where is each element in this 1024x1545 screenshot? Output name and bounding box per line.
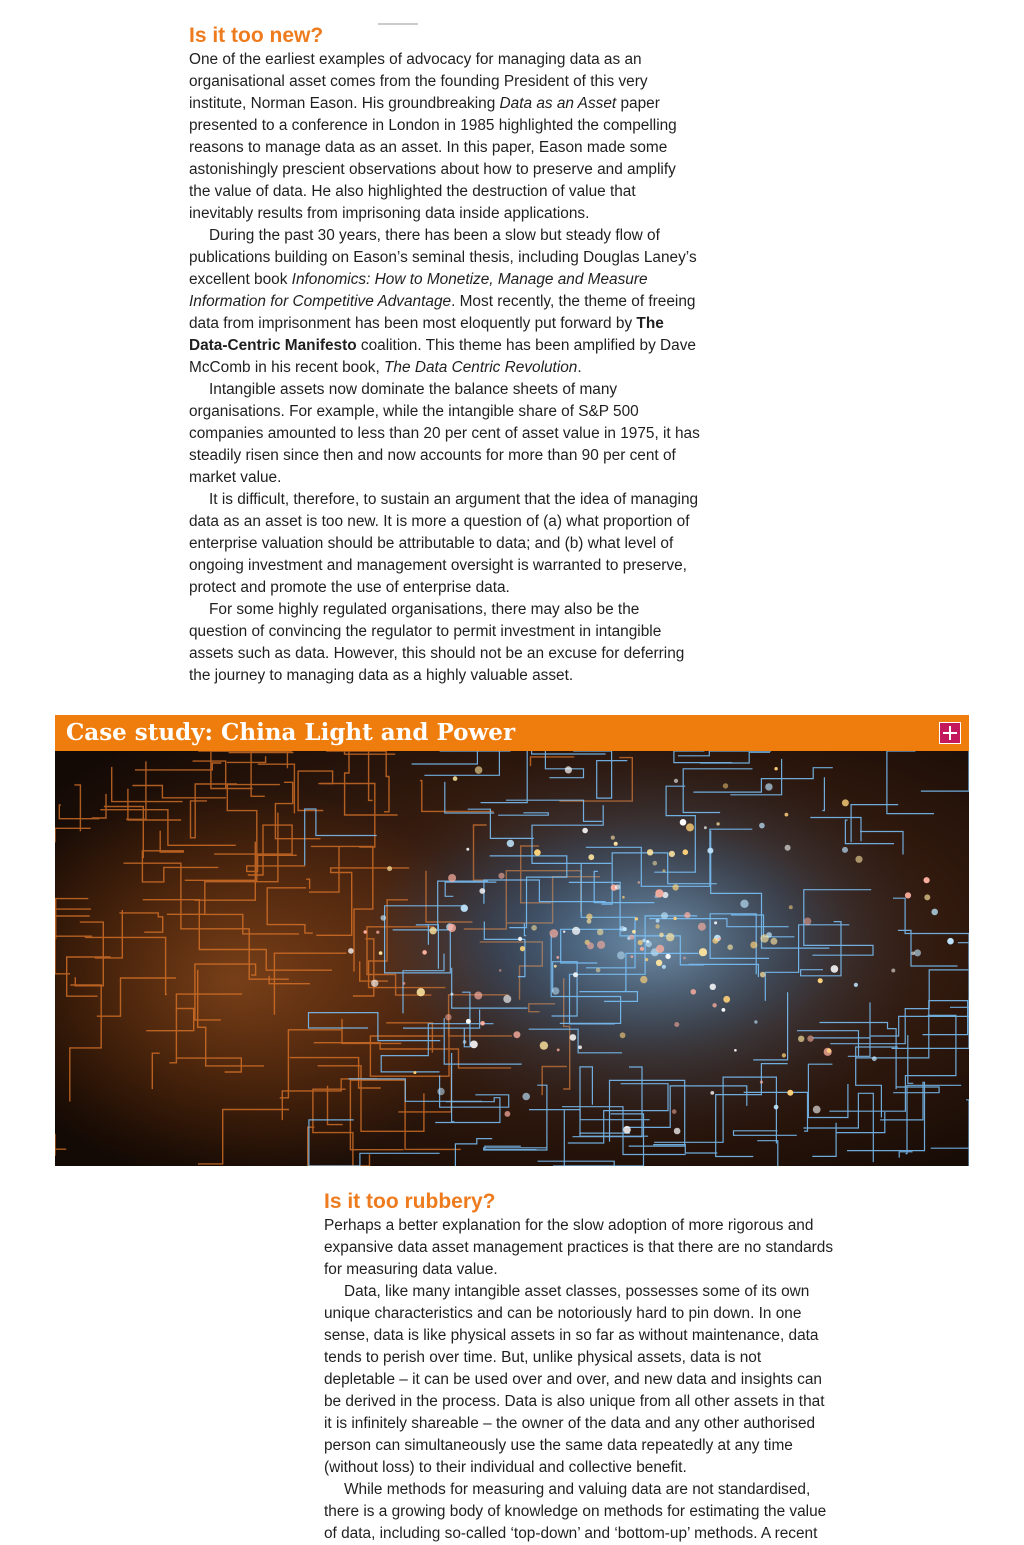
paragraph-text: . bbox=[577, 359, 582, 376]
light-node bbox=[623, 1126, 631, 1134]
light-node bbox=[818, 978, 823, 983]
light-node bbox=[376, 931, 379, 934]
light-node bbox=[750, 942, 757, 949]
light-node bbox=[684, 912, 690, 918]
light-node bbox=[470, 1041, 478, 1049]
light-node bbox=[722, 1008, 726, 1012]
light-node bbox=[570, 1034, 577, 1041]
light-node bbox=[804, 918, 812, 926]
light-node bbox=[754, 1020, 757, 1023]
light-node bbox=[647, 849, 653, 855]
light-node bbox=[520, 946, 525, 951]
light-node bbox=[710, 1091, 714, 1095]
light-node bbox=[785, 845, 791, 851]
previous-text-fragment bbox=[378, 9, 458, 27]
paragraph: Data, like many intangible asset classes, possesses some of its own unique characteristics and can be notoriously hard to pin down. In one sense, data is like physical assets in so far as without maintenance, data tends to perish over time. But, unlike physical assets, data is not depletable – it can be used over and over, and new data and insights can be derived in the process. Data is also unique from all other assets in that it is infinitely shareable – the owner of the data and any other authorised person can simultaneously use the same data repeatedly at any time (without loss) to their individual and collective benefit. bbox=[324, 1283, 825, 1476]
light-node bbox=[891, 969, 895, 973]
paragraph-text: paper presented to a conference in London in 1985 highlighted the compelling reasons to manage data as an asset. In this paper, Eason made some astonishingly prescient observations about how to preserve and amplify the value of data. He also highlighted the destruction of value that inevitably results from imprisoning data inside applications. bbox=[189, 95, 677, 222]
light-node bbox=[683, 849, 689, 855]
light-node bbox=[662, 965, 666, 969]
paragraph: Perhaps a better explanation for the slow adoption of more rigorous and expansive data asset management practices is that there are no standards for measuring data value. bbox=[324, 1217, 834, 1278]
light-node bbox=[662, 869, 665, 872]
case-study-banner[interactable] bbox=[55, 715, 969, 751]
light-node bbox=[635, 917, 638, 920]
light-node bbox=[381, 915, 387, 921]
light-node bbox=[673, 917, 676, 920]
light-node bbox=[596, 968, 601, 973]
light-node bbox=[714, 921, 717, 924]
light-node bbox=[759, 823, 765, 829]
light-node bbox=[466, 848, 469, 851]
article-column-2 bbox=[324, 1189, 834, 1545]
paragraph bbox=[189, 225, 701, 379]
light-node bbox=[448, 874, 456, 882]
light-node bbox=[632, 930, 636, 934]
light-node bbox=[448, 924, 456, 932]
book-title: Infonomics: How to Monetize, Manage and Measure Information for Competitive Advantage bbox=[189, 271, 648, 310]
light-node bbox=[586, 914, 592, 920]
light-node bbox=[740, 900, 748, 908]
light-node bbox=[674, 779, 678, 783]
light-node bbox=[924, 877, 930, 883]
light-node bbox=[872, 1056, 877, 1061]
light-node bbox=[615, 884, 620, 889]
light-node bbox=[453, 776, 458, 781]
light-node bbox=[474, 992, 482, 1000]
light-node bbox=[645, 958, 648, 961]
light-node bbox=[582, 828, 588, 834]
blue-circuit-line bbox=[812, 1038, 869, 1039]
light-node bbox=[842, 847, 848, 853]
light-node bbox=[379, 951, 383, 955]
light-node bbox=[674, 1128, 681, 1135]
light-node bbox=[572, 927, 580, 935]
light-node bbox=[640, 947, 644, 951]
light-node bbox=[597, 941, 605, 949]
book-title: The Data Centric Revolution bbox=[384, 359, 578, 376]
light-node bbox=[646, 941, 652, 947]
light-node bbox=[620, 1032, 626, 1038]
light-node bbox=[686, 823, 694, 831]
light-node bbox=[683, 957, 686, 960]
light-node bbox=[931, 909, 938, 916]
light-node bbox=[698, 923, 706, 931]
light-node bbox=[587, 942, 594, 949]
light-node bbox=[597, 929, 604, 936]
light-node bbox=[661, 912, 668, 919]
light-node bbox=[534, 849, 541, 856]
light-node bbox=[947, 938, 954, 945]
light-node bbox=[552, 987, 560, 995]
light-node bbox=[807, 1035, 813, 1041]
light-node bbox=[403, 982, 406, 985]
manifesto-name: The Data-Centric Manifesto bbox=[189, 315, 664, 354]
light-node bbox=[371, 980, 378, 987]
light-node bbox=[723, 996, 730, 1003]
light-node bbox=[540, 1041, 548, 1049]
light-node bbox=[854, 983, 858, 987]
light-node bbox=[387, 866, 392, 871]
light-node bbox=[623, 927, 627, 931]
light-node bbox=[765, 783, 772, 790]
paragraph bbox=[189, 49, 701, 225]
light-node bbox=[348, 948, 354, 954]
case-study-image bbox=[55, 751, 969, 1166]
light-node bbox=[631, 955, 634, 958]
light-node bbox=[565, 766, 572, 773]
light-node bbox=[518, 937, 522, 941]
light-node bbox=[507, 840, 514, 847]
light-node bbox=[727, 944, 733, 950]
light-node bbox=[437, 1088, 444, 1095]
light-node bbox=[707, 848, 713, 854]
light-node bbox=[475, 766, 483, 774]
light-node bbox=[905, 892, 911, 898]
light-node bbox=[463, 1040, 467, 1044]
light-node bbox=[831, 965, 839, 973]
light-node bbox=[611, 836, 615, 840]
light-node bbox=[531, 925, 537, 931]
light-node bbox=[680, 819, 687, 826]
light-node bbox=[712, 938, 718, 944]
light-node bbox=[522, 1093, 530, 1101]
light-node bbox=[413, 1071, 416, 1074]
light-node bbox=[638, 940, 643, 945]
light-node bbox=[578, 1045, 582, 1049]
light-node bbox=[629, 935, 634, 940]
light-node bbox=[656, 919, 660, 923]
light-node bbox=[653, 861, 658, 866]
light-node bbox=[855, 856, 862, 863]
paragraph: Intangible assets now dominate the balance sheets of many organisations. For example, while the intangible share of S&P 500 companies amounted to less than 20 per cent of asset value in 1975, it has steadily risen since then and now accounts for more than 90 per cent of market value. bbox=[189, 381, 700, 486]
case-study-title: Case study: China Light and Power bbox=[66, 719, 516, 746]
light-node bbox=[513, 1031, 520, 1038]
plus-icon[interactable] bbox=[939, 722, 961, 744]
light-node bbox=[666, 933, 674, 941]
light-node bbox=[665, 954, 670, 959]
section-heading: Is it too new? bbox=[189, 24, 324, 47]
light-node bbox=[550, 929, 559, 938]
case-study-panel[interactable] bbox=[55, 715, 969, 1166]
light-node bbox=[505, 1111, 511, 1117]
light-node bbox=[642, 939, 646, 943]
light-node bbox=[704, 826, 707, 829]
light-node bbox=[798, 1036, 804, 1042]
light-node bbox=[718, 937, 721, 940]
light-node bbox=[674, 1022, 679, 1027]
light-node bbox=[827, 1049, 831, 1053]
light-node bbox=[450, 993, 453, 996]
light-node bbox=[617, 951, 625, 959]
light-node bbox=[774, 767, 777, 770]
light-node bbox=[699, 948, 707, 956]
light-node bbox=[656, 945, 664, 953]
light-node bbox=[656, 960, 662, 966]
light-node bbox=[461, 905, 468, 912]
light-node bbox=[785, 813, 789, 817]
light-node bbox=[842, 799, 849, 806]
light-node bbox=[924, 894, 930, 900]
light-node bbox=[364, 930, 367, 933]
light-node bbox=[672, 884, 678, 890]
light-node bbox=[622, 896, 625, 899]
light-node bbox=[480, 1021, 485, 1026]
light-node bbox=[787, 1090, 793, 1096]
light-node bbox=[640, 976, 647, 983]
paragraph: While methods for measuring and valuing data are not standardised, there is a growing body of knowledge on methods for estimating the value of data, including so-called ‘top-down’ and ‘bottom-up’ methods. A recent bbox=[324, 1481, 827, 1542]
light-node bbox=[723, 783, 728, 788]
light-node bbox=[445, 1014, 451, 1020]
paragraph: It is difficult, therefore, to sustain an argument that the idea of managing data as an asset is too new. It is more a question of (a) what proportion of enterprise valuation should be attributable to data; and (b) what level of ongoing investment and management oversight is warranted to preserve, protect and promote the use of enterprise data. bbox=[189, 491, 699, 596]
light-node bbox=[614, 842, 618, 846]
light-node bbox=[760, 972, 766, 978]
light-node bbox=[554, 965, 557, 968]
light-node bbox=[734, 1049, 737, 1052]
light-node bbox=[710, 984, 716, 990]
light-node bbox=[760, 1081, 763, 1084]
light-node bbox=[770, 938, 777, 945]
light-node bbox=[638, 881, 640, 883]
light-node bbox=[429, 927, 436, 934]
light-node bbox=[498, 873, 504, 879]
paper-title: Data as an Asset bbox=[499, 95, 617, 112]
light-node bbox=[479, 888, 485, 894]
light-node bbox=[563, 931, 565, 933]
light-node bbox=[557, 1049, 560, 1052]
light-node bbox=[911, 952, 915, 956]
light-node bbox=[789, 905, 793, 909]
light-node bbox=[655, 924, 659, 928]
light-node bbox=[422, 950, 427, 955]
light-node bbox=[914, 949, 921, 956]
light-node bbox=[417, 988, 425, 996]
light-node bbox=[672, 1109, 677, 1114]
light-node bbox=[588, 854, 594, 860]
light-node bbox=[760, 934, 768, 942]
light-node bbox=[556, 956, 559, 959]
section-heading: Is it too rubbery? bbox=[324, 1190, 496, 1213]
light-node bbox=[503, 995, 511, 1003]
light-node bbox=[813, 1106, 821, 1114]
light-node bbox=[716, 822, 719, 825]
article-column-1 bbox=[189, 23, 701, 687]
light-node bbox=[655, 889, 663, 897]
paragraph-text: During the past 30 years, there has been a slow but steady flow of publications building on Eason’s seminal thesis, including Douglas Laney’s excellent book bbox=[189, 227, 697, 288]
paragraph: For some highly regulated organisations, there may also be the question of convincing the regulator to permit investment in intangible assets such as data. However, this should not be an excuse for deferring the journey to managing data as a highly valuable asset. bbox=[189, 601, 685, 684]
light-node bbox=[782, 1053, 786, 1057]
light-node bbox=[712, 1003, 716, 1007]
light-node bbox=[659, 933, 664, 938]
light-node bbox=[669, 851, 675, 857]
light-node bbox=[466, 1019, 471, 1024]
light-node bbox=[774, 1105, 779, 1110]
light-node bbox=[573, 972, 578, 977]
light-node bbox=[499, 969, 502, 972]
data-network-illustration bbox=[55, 751, 969, 1166]
paragraph-text: coalition. This theme has been amplified by Dave McComb in his recent book, bbox=[189, 337, 696, 376]
paragraph-text: One of the earliest examples of advocacy for managing data as an organisational asset comes from the founding President of this very institute, Norman Eason. His groundbreaking bbox=[189, 51, 648, 112]
paragraph-text: . Most recently, the theme of freeing data from imprisonment has been most eloquently put forward by bbox=[189, 293, 696, 332]
light-node bbox=[691, 989, 697, 995]
